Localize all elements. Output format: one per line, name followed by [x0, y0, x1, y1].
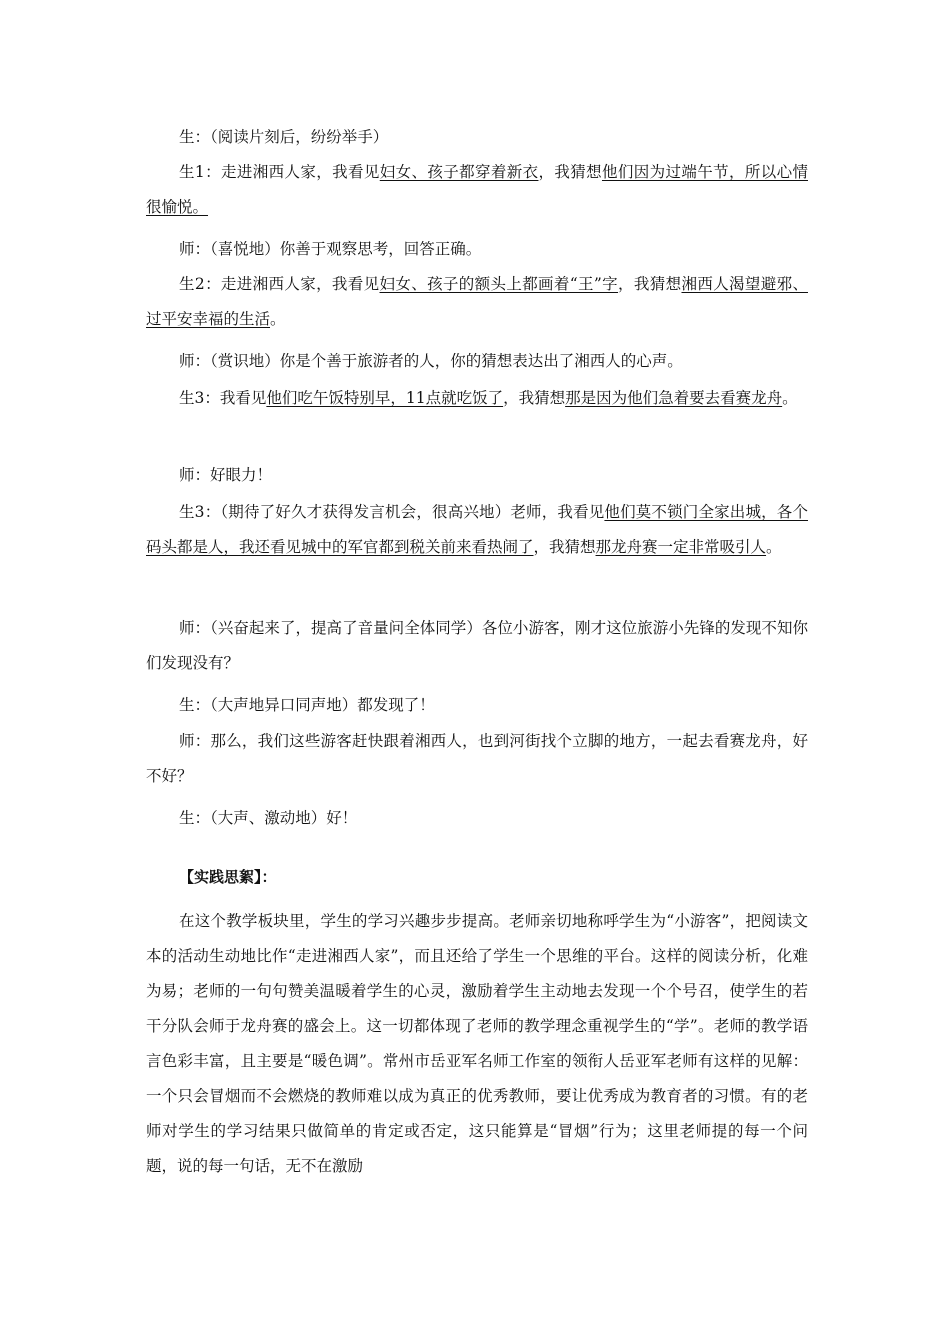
dialogue-line-1 [146, 120, 808, 155]
segment: 。 [766, 538, 782, 556]
underlined-segment: 那龙舟赛一定非常吸引人 [595, 538, 767, 556]
dialogue-line-7 [146, 458, 808, 493]
segment: 。 [782, 389, 798, 407]
segment: 师：（赏识地）你是个善于旅游者的人，你的猜想表达出了湘西人的心声。 [179, 352, 683, 370]
segment: 师：（兴奋起来了，提高了音量问全体同学）各位小游客，刚才这位旅游小先锋的发现不知你们发现没有？ [146, 619, 808, 672]
segment: ，我猜想 [618, 275, 682, 293]
segment: ，我猜想 [503, 389, 566, 407]
segment: 。 [270, 310, 286, 328]
segment: ，我猜想 [538, 163, 602, 181]
underlined-segment: 他们因为过端午节，所以心情很愉悦。 [146, 163, 808, 216]
segment: 生：（大声地异口同声地）都发现了！ [179, 696, 435, 714]
underlined-segment: 那是因为他们急着要去看赛龙舟 [565, 389, 783, 407]
segment: 生3：（期待了好久才获得发言机会，很高兴地）老师，我看见 [179, 503, 605, 521]
segment: 生3：我看见 [179, 389, 267, 407]
underlined-segment: 妇女、孩子的额头上都画着“王”字 [379, 275, 619, 293]
segment: 生1：走进湘西人家，我看见 [179, 163, 380, 181]
dialogue-line-4 [146, 267, 808, 337]
dialogue-line-11 [146, 724, 808, 794]
segment: ，我猜想 [533, 538, 596, 556]
segment: 生：（大声、激动地）好！ [179, 809, 358, 827]
segment: 生：（阅读片刻后，纷纷举手） [179, 128, 389, 146]
dialogue-line-9 [146, 611, 808, 681]
segment: 师：好眼力！ [179, 466, 273, 484]
segment: 师：（喜悦地）你善于观察思考，回答正确。 [179, 240, 482, 258]
dialogue-line-3 [146, 232, 808, 267]
segment: 生2：走进湘西人家，我看见 [179, 275, 380, 293]
underlined-segment: 他们吃午饭特别早，11点就吃饭了 [266, 389, 504, 407]
segment: 师：那么，我们这些游客赶快跟着湘西人，也到河街找个立脚的地方，一起去看赛龙舟，好不好？ [146, 732, 808, 785]
dialogue-line-6 [146, 381, 808, 416]
underlined-segment: 妇女、孩子都穿着新衣 [379, 163, 539, 181]
dialogue-line-12 [146, 801, 808, 836]
underlined-segment: 湘西人渴望避邪、过平安幸福的生活 [146, 275, 808, 328]
dialogue-line-10 [146, 688, 808, 723]
dialogue-line-2 [146, 155, 808, 225]
dialogue-line-5 [146, 344, 808, 379]
reflection-paragraph: 在这个教学板块里，学生的学习兴趣步步提高。老师亲切地称呼学生为“小游客”，把阅读文本的活动生动地比作“走进湘西人家”，而且还给了学生一个思维的平台。这样的阅读分析，化难为易；老师的一句句赞美温暖着学生的心灵，激励着学生主动地去发现一个个号召，使学生的若干分队会师于龙舟赛的盛会上。这一切都体现了老师的教学理念重视学生的“学”。老师的教学语言色彩丰富，且主要是“暖色调”。常州市岳亚军名师工作室的领衔人岳亚军老师有这样的见解：一个只会冒烟而不会燃烧的教师难以成为真正的优秀教师，要让优秀成为教育者的习惯。有的老师对学生的学习结果只做简单的肯定或否定，这只能算是“冒烟”行为；这里老师提的每一个问题，说的每一句话，无不在激励 [146, 912, 808, 1175]
underlined-segment: 他们莫不锁门全家出城，各个码头都是人，我还看见城中的军官都到税关前来看热闹了 [146, 503, 808, 556]
dialogue-line-8 [146, 495, 808, 565]
section-heading: 【实践思絮】： [179, 868, 277, 886]
